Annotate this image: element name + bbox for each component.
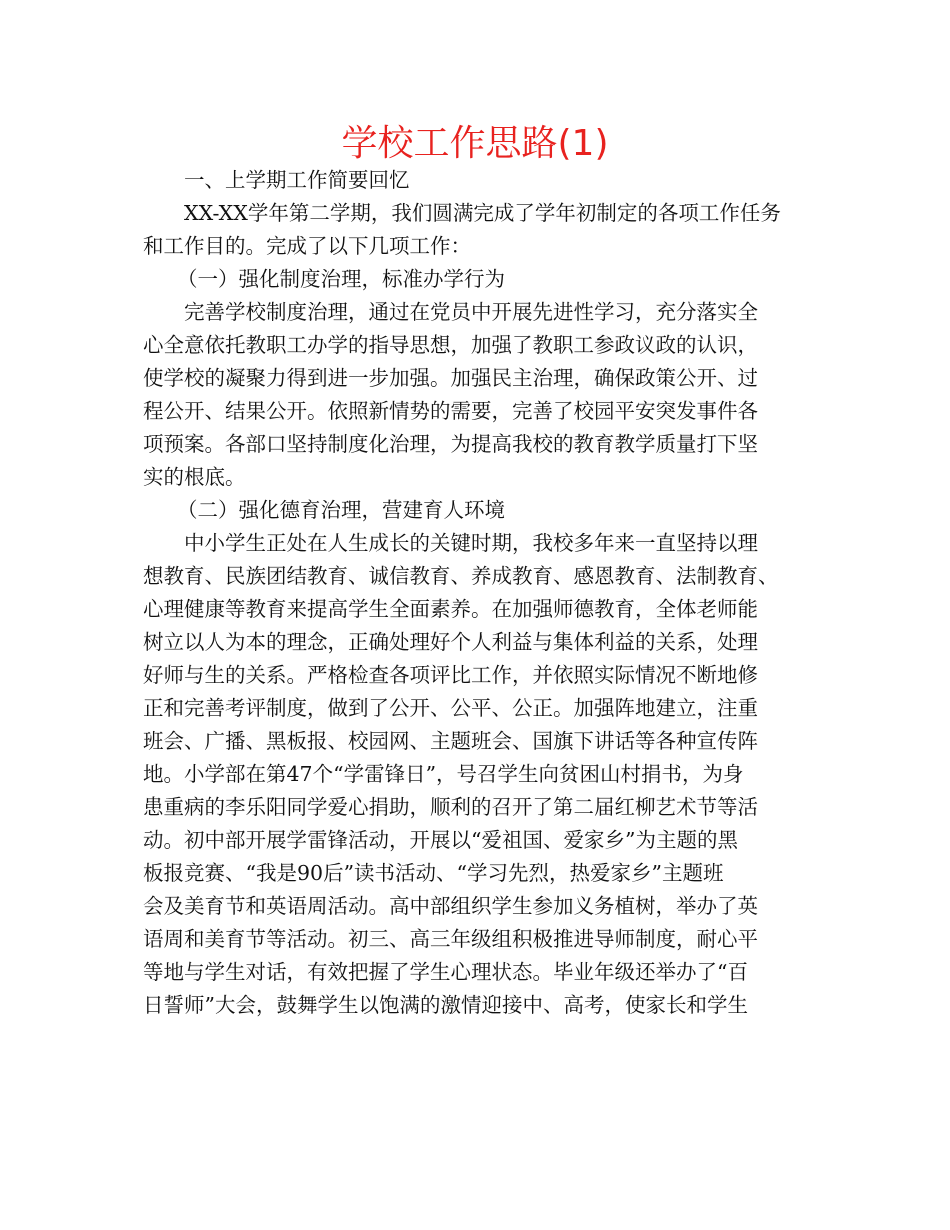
text-line: 和工作目的。完成了以下几项工作： xyxy=(143,234,471,258)
text-line: 心理健康等教育来提高学生全面素养。在加强师德教育，全体老师能 xyxy=(143,597,758,621)
document-body xyxy=(143,164,808,1022)
text-line: 地。小学部在第47个“学雷锋日”，号召学生向贫困山村捐书，为身 xyxy=(143,762,744,786)
text-line: 想教育、民族团结教育、诚信教育、养成教育、感恩教育、法制教育、 xyxy=(143,564,779,588)
text-line: 等地与学生对话，有效把握了学生心理状态。毕业年级还举办了“百 xyxy=(143,960,748,984)
text-line: 完善学校制度治理，通过在党员中开展先进性学习，充分落实全 xyxy=(184,300,758,324)
text-line: 班会、广播、黑板报、校园网、主题班会、国旗下讲话等各种宣传阵 xyxy=(143,729,758,753)
text-line: 板报竞赛、“我是90后”读书活动、“学习先烈，热爱家乡”主题班 xyxy=(143,861,724,885)
document-title: 学校工作思路(1) xyxy=(341,123,609,164)
text-line: 动。初中部开展学雷锋活动，开展以“爱祖国、爱家乡”为主题的黑 xyxy=(143,828,738,852)
text-line: 日誓师”大会，鼓舞学生以饱满的激情迎接中、高考，使家长和学生 xyxy=(143,993,748,1017)
text-line: 程公开、结果公开。依照新情势的需要，完善了校园平安突发事件各 xyxy=(143,399,758,423)
text-line: 会及美育节和英语周活动。高中部组织学生参加义务植树，举办了英 xyxy=(143,894,758,918)
text-line: 正和完善考评制度，做到了公开、公平、公正。加强阵地建立，注重 xyxy=(143,696,758,720)
text-line: 患重病的李乐阳同学爱心捐助，顺利的召开了第二届红柳艺术节等活 xyxy=(143,795,758,819)
text-line: 好师与生的关系。严格检查各项评比工作，并依照实际情况不断地修 xyxy=(143,663,758,687)
text-line: 中小学生正处在人生成长的关键时期，我校多年来一直坚持以理 xyxy=(184,531,758,555)
text-line: 项预案。各部口坚持制度化治理，为提高我校的教育教学质量打下坚 xyxy=(143,432,758,456)
text-line: 使学校的凝聚力得到进一步加强。加强民主治理，确保政策公开、过 xyxy=(143,366,758,390)
text-line: 树立以人为本的理念，正确处理好个人利益与集体利益的关系，处理 xyxy=(143,630,758,654)
text-line: 实的根底。 xyxy=(143,465,246,489)
text-line: 心全意依托教职工办学的指导思想，加强了教职工参政议政的认识， xyxy=(143,333,758,357)
text-line: （一）强化制度治理，标准办学行为 xyxy=(177,267,505,291)
text-line: XX-XX学年第二学期，我们圆满完成了学年初制定的各项工作任务 xyxy=(184,201,781,225)
text-line: 语周和美育节等活动。初三、高三年级组积极推进导师制度，耐心平 xyxy=(143,927,758,951)
text-line: （二）强化德育治理，营建育人环境 xyxy=(177,498,505,522)
text-line: 一、上学期工作简要回忆 xyxy=(184,168,410,192)
